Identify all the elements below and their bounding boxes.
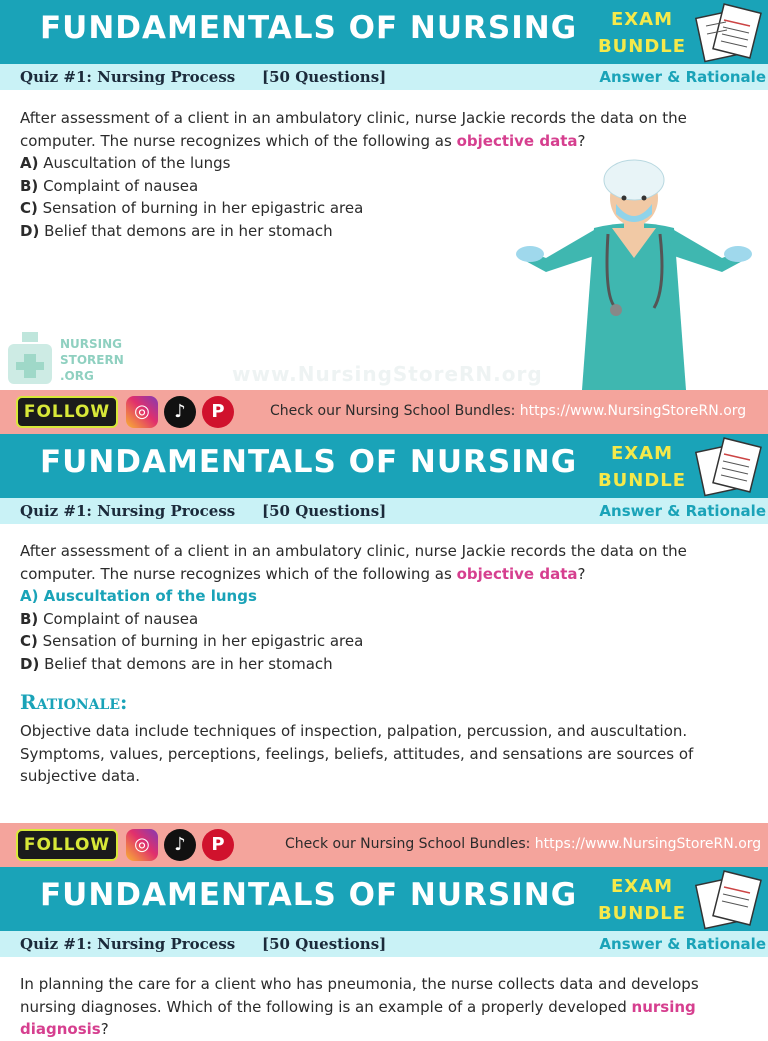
- bundles-cta: Check our Nursing School Bundles: https://www.NursingStoreRN.org: [270, 403, 747, 419]
- nurse-illustration: [516, 158, 752, 390]
- follow-button[interactable]: FOLLOW: [16, 396, 118, 428]
- pinterest-icon[interactable]: P: [202, 829, 234, 861]
- header: [0, 0, 768, 64]
- question-stem: In planning the care for a client who has pneumonia, the nurse collects data and develops nursing diagnoses. Which of the following is an example of a properly developed nursing diagnosis?: [20, 975, 699, 1038]
- exam-label: EXAM: [610, 876, 674, 897]
- option-c: C) Sensation of burning in her epigastric area: [20, 199, 364, 217]
- bundle-label: BUNDLE: [597, 903, 687, 924]
- exam-label: EXAM: [610, 443, 674, 464]
- rationale-text: Objective data include techniques of inspection, palpation, percussion, and auscultation. Symptoms, values, perceptions, feelings, beliefs, attitudes, and sensations are sources of subjective data.: [20, 722, 694, 785]
- highlight-term: nursing diagnosis: [20, 997, 696, 1038]
- answer-rationale-label: Answer & Rationale: [599, 68, 766, 86]
- quiz-subbar: [0, 64, 768, 90]
- logo-line1: NURSING: [60, 337, 123, 351]
- header-title: FUNDAMENTALS OF NURSING: [40, 10, 578, 46]
- question-count: [50 Questions]: [262, 502, 387, 520]
- header-title: FUNDAMENTALS OF NURSING: [40, 444, 578, 480]
- header: [0, 867, 768, 931]
- option-d: D) Belief that demons are in her stomach: [20, 221, 333, 240]
- logo-line2: STORERN: [60, 353, 124, 367]
- follow-bar: [0, 390, 768, 434]
- follow-button[interactable]: FOLLOW: [16, 829, 118, 861]
- rationale-title: Rationale:: [20, 690, 128, 714]
- documents-icon: [692, 4, 764, 62]
- documents-icon: [692, 871, 764, 929]
- bundles-cta: Check our Nursing School Bundles: https://www.NursingStoreRN.org: [285, 836, 762, 852]
- tiktok-icon[interactable]: ♪: [164, 396, 196, 428]
- exam-label: EXAM: [610, 9, 674, 30]
- question-count: [50 Questions]: [262, 935, 387, 953]
- quiz-title: Quiz #1: Nursing Process: [20, 935, 236, 953]
- option-b: B) Complaint of nausea: [20, 609, 199, 628]
- quiz-title: Quiz #1: Nursing Process: [20, 68, 236, 86]
- quiz-subbar: [0, 498, 768, 524]
- exam-bundle-label: [596, 873, 688, 927]
- option-c: C) Sensation of burning in her epigastric area: [20, 632, 364, 650]
- pinterest-icon[interactable]: P: [202, 396, 234, 428]
- option-d: D) Belief that demons are in her stomach: [20, 654, 333, 673]
- question-1-answer: [20, 540, 750, 675]
- answer-rationale-label: Answer & Rationale: [599, 502, 766, 520]
- nursingstorern-logo: [4, 330, 124, 390]
- highlight-term: objective data: [456, 131, 578, 150]
- header-title: FUNDAMENTALS OF NURSING: [40, 877, 578, 913]
- answer-rationale-label: Answer & Rationale: [599, 935, 766, 953]
- exam-bundle-label: [596, 440, 688, 494]
- logo-icon: [4, 330, 56, 386]
- option-b: B) Complaint of nausea: [20, 176, 199, 195]
- store-link[interactable]: https://www.NursingStoreRN.org: [519, 403, 747, 419]
- question-2: [20, 973, 750, 1041]
- question-count: [50 Questions]: [262, 68, 387, 86]
- question-stem: After assessment of a client in an ambulatory clinic, nurse Jackie records the data on the computer. The nurse recognizes which of the following as objective data?: [20, 109, 687, 150]
- highlight-term: objective data: [456, 564, 578, 583]
- header: [0, 434, 768, 498]
- documents-icon: [692, 438, 764, 496]
- quiz-subbar: [0, 931, 768, 957]
- logo-line3: .ORG: [60, 369, 94, 383]
- instagram-icon[interactable]: ◎: [126, 829, 158, 861]
- instagram-icon[interactable]: ◎: [126, 396, 158, 428]
- tiktok-icon[interactable]: ♪: [164, 829, 196, 861]
- quiz-title: Quiz #1: Nursing Process: [20, 502, 236, 520]
- store-link[interactable]: https://www.NursingStoreRN.org: [534, 836, 762, 852]
- bundle-label: BUNDLE: [597, 36, 687, 57]
- question-stem: After assessment of a client in an ambulatory clinic, nurse Jackie records the data on the computer. The nurse recognizes which of the following as objective data?: [20, 542, 687, 583]
- option-a-correct: A) Auscultation of the lungs: [20, 587, 257, 605]
- follow-bar: [0, 823, 768, 867]
- option-a: A) Auscultation of the lungs: [20, 154, 231, 172]
- exam-bundle-label: [596, 6, 688, 60]
- watermark: www.NursingStoreRN.org: [232, 362, 543, 386]
- bundle-label: BUNDLE: [597, 470, 687, 491]
